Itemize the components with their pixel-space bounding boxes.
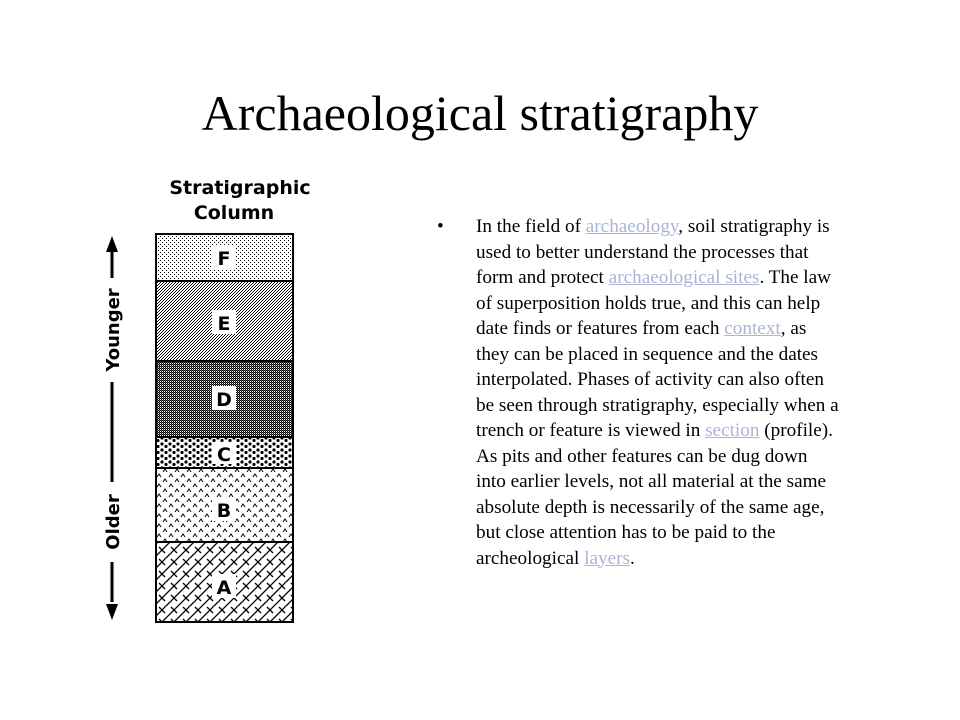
text-segment: In the field of	[476, 216, 586, 237]
layer-d-label: D	[216, 389, 232, 411]
link-archaeology[interactable]: archaeology	[585, 216, 679, 237]
layer-b	[156, 468, 293, 542]
text-segment: .	[629, 547, 635, 569]
text-segment: , as they can be placed in sequence and the dates interpolated. Phases of activity can also often be seen through stratigraphy, especially when a trench or feature is viewed in	[476, 318, 839, 441]
layer-f-label: F	[217, 248, 231, 270]
layer-a	[156, 542, 293, 622]
layer-c	[156, 437, 293, 468]
axis-label-older: Older	[103, 494, 124, 550]
link-archaeological-sites[interactable]: archaeological sites	[608, 267, 760, 288]
axis-label-younger: Younger	[103, 288, 124, 372]
bullet-marker: •	[437, 216, 444, 237]
layer-e	[156, 281, 293, 361]
link-context[interactable]: context	[724, 318, 781, 339]
time-axis	[103, 236, 124, 620]
bullet-text	[476, 214, 840, 571]
text-segment: . The law of superposition holds true, and this can help date finds or features from each	[476, 267, 832, 339]
layer-b-label: B	[216, 500, 232, 522]
stratigraphic-column-figure	[96, 172, 326, 632]
layer-a-label: A	[216, 577, 232, 599]
text-segment: (profile). As pits and other features can be dug down into earlier levels, not all material at the same absolute depth is necessarily of the same age, but close attention has to be paid to the archeological	[476, 420, 833, 569]
text-segment: , soil stratigraphy is used to better understand the processes that form and protect	[476, 216, 830, 288]
layer-d	[156, 361, 293, 437]
link-layers[interactable]: layers	[584, 547, 630, 569]
figure-heading-line1: Stratigraphic	[169, 177, 311, 199]
link-section[interactable]: section	[705, 420, 760, 441]
layer-e-label: E	[217, 313, 231, 335]
slide-title: Archaeological stratigraphy	[201, 85, 759, 141]
bullet-paragraph	[437, 214, 840, 571]
figure-heading-line2: Column	[193, 202, 275, 224]
layer-c-label: C	[217, 444, 231, 466]
down-arrow-icon	[106, 604, 118, 620]
up-arrow-icon	[106, 236, 118, 252]
layer-f	[156, 234, 293, 281]
